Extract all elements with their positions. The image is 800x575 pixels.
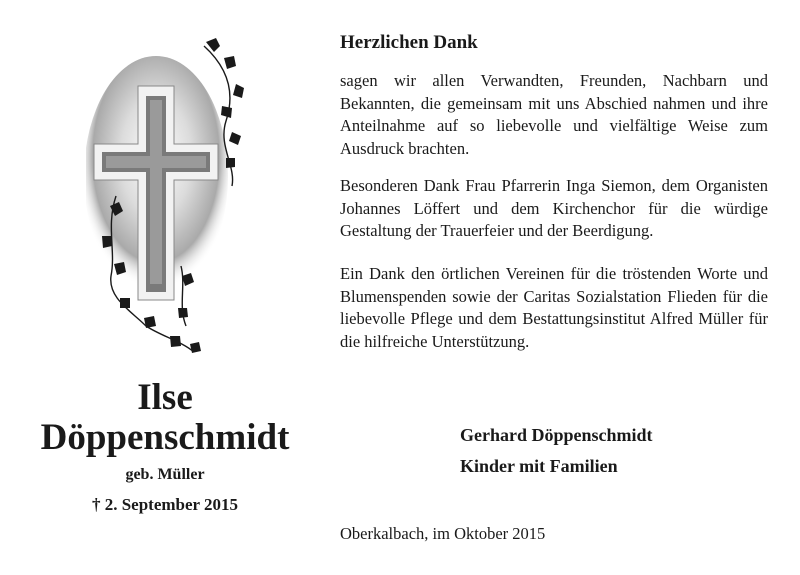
deceased-first-name: Ilse	[137, 377, 193, 418]
place-and-date: Oberkalbach, im Oktober 2015	[340, 524, 546, 543]
signature-line-2: Kinder mit Familien	[460, 456, 618, 476]
memorial-column	[0, 0, 330, 575]
signature-line-1: Gerhard Döppenschmidt	[460, 425, 653, 445]
deceased-last-name: Döppenschmidt	[40, 417, 290, 458]
notice-paragraph-2: Besonderen Dank Frau Pfarrerin Inga Siemon, dem Organisten Johannes Löffert und dem Kirchenchor für die würdige Gestaltung der Trauerfeier und der Beerdigung.	[340, 176, 768, 240]
deceased-death-date: † 2. September 2015	[91, 495, 239, 514]
notice-heading: Herzlichen Dank	[340, 32, 478, 53]
thank-you-column	[340, 0, 768, 575]
cross-icon	[86, 36, 256, 356]
notice-paragraph-1: sagen wir allen Verwandten, Freunden, Nachbarn und Bekannten, die gemeinsam mit uns Abschied nahmen und ihre Anteilnahme auf so liebevolle und vielfältige Weise zum Ausdruck brachten.	[340, 71, 768, 158]
notice-paragraph-3: Ein Dank den örtlichen Vereinen für die tröstenden Worte und Blumenspenden sowie der Caritas Sozialstation Flieden für die liebevolle Pflege und dem Bestattungsinstitut Alfred Müller für die hilfreiche Unterstützung.	[340, 264, 768, 351]
deceased-birth-name: geb. Müller	[125, 466, 205, 483]
